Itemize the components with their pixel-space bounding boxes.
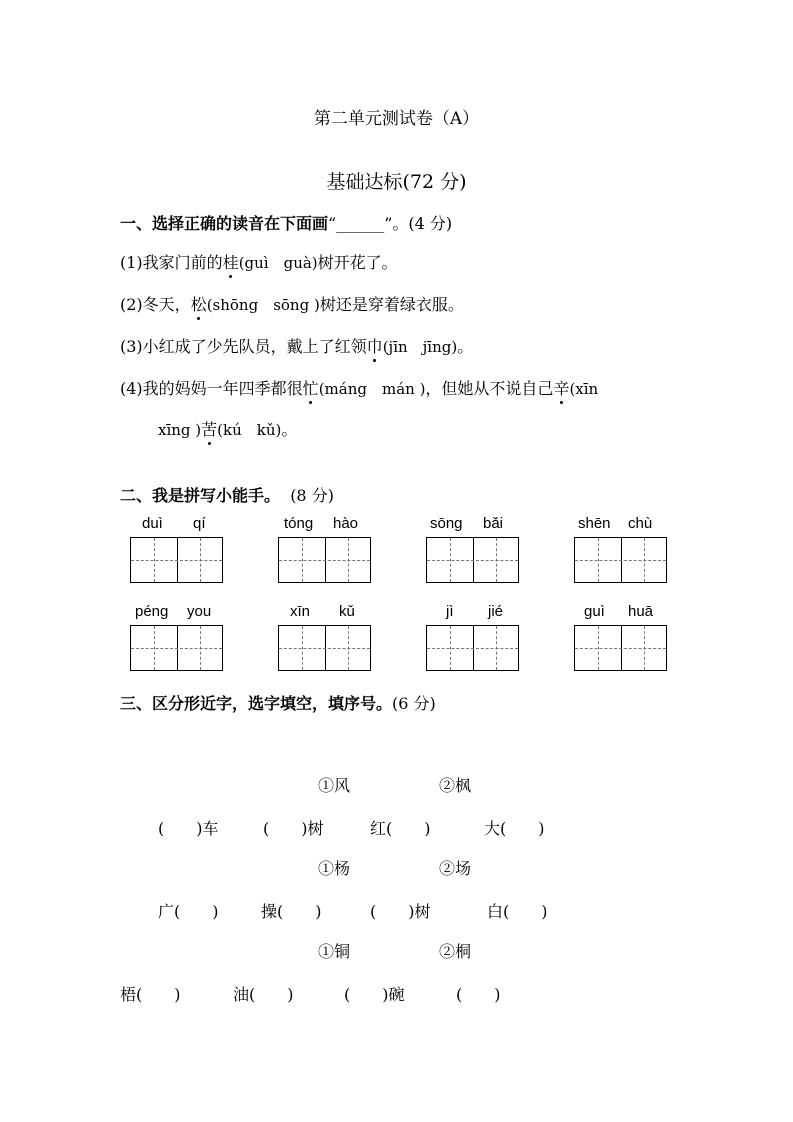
writing-grid[interactable] xyxy=(130,625,223,671)
q1-char: 桂 xyxy=(223,250,239,273)
writing-grid[interactable] xyxy=(278,537,371,583)
option-1: ①铜 xyxy=(318,942,351,961)
pinyin-2-1: tóng xyxy=(284,515,314,532)
fill-blank[interactable]: 操( ) xyxy=(261,902,322,921)
fill-blank[interactable]: 白( ) xyxy=(487,902,548,921)
fill-blank[interactable]: 红( ) xyxy=(370,819,431,838)
option-2: ②场 xyxy=(439,859,472,878)
pinyin-4-2: chù xyxy=(628,515,653,532)
q2-pinyin: (shōng sōng ) xyxy=(206,296,320,314)
q1-suffix: 树开花了。 xyxy=(317,253,398,272)
pinyin-6-2: kǔ xyxy=(339,603,355,620)
q4-char3: 苦 xyxy=(201,417,217,440)
writing-grid[interactable] xyxy=(426,625,519,671)
pinyin-8-2: huā xyxy=(628,603,654,620)
q4-pinyin2: (xīn xyxy=(569,380,599,398)
question-4-line1 xyxy=(120,376,598,399)
writing-grid[interactable] xyxy=(426,537,519,583)
page-title: 第二单元测试卷（A） xyxy=(313,109,480,129)
fill-blank[interactable]: 油( ) xyxy=(233,985,294,1004)
pinyin-8-1: guì xyxy=(584,603,605,620)
q3-pinyin: (jīn jīng) xyxy=(382,338,458,356)
q4-pinyin1: (máng mán ) xyxy=(318,380,426,398)
pinyin-6-1: xīn xyxy=(290,603,311,620)
section2-heading-text: 二、我是拼写小能手。 xyxy=(120,486,281,505)
q2-suffix: 树还是穿着绿衣服。 xyxy=(319,295,464,314)
option-2: ②桐 xyxy=(439,942,472,961)
q4-suffix: 。 xyxy=(281,420,298,439)
q3-char: 巾 xyxy=(367,334,383,357)
fill-blank[interactable]: ( )树 xyxy=(263,819,324,838)
fill-blank[interactable]: ( )树 xyxy=(370,902,431,921)
pinyin-4-1: shēn xyxy=(578,515,611,532)
question-1 xyxy=(120,250,398,273)
q4-pinyin2-cont: xīng ) xyxy=(158,421,202,439)
fill-blank[interactable]: 大( ) xyxy=(484,819,545,838)
question-2 xyxy=(120,292,464,315)
section1-heading xyxy=(120,211,452,234)
q4-char2: 辛 xyxy=(553,376,569,399)
pinyin-7-2: jié xyxy=(488,603,504,620)
fill-blank[interactable]: ( )车 xyxy=(158,819,219,838)
question-4-line2 xyxy=(158,417,297,440)
writing-grid[interactable] xyxy=(130,537,223,583)
q2-char: 松 xyxy=(191,292,207,315)
fill-blank[interactable]: 梧( ) xyxy=(120,985,181,1004)
q4-mid: ，但她从不说自己 xyxy=(425,379,554,398)
q1-prefix: (1)我家门前的 xyxy=(120,253,223,272)
option-1: ①风 xyxy=(318,776,351,795)
fill-blank[interactable]: ( )碗 xyxy=(344,985,405,1004)
section2-heading xyxy=(120,483,334,506)
q4-char1: 忙 xyxy=(303,376,319,399)
option-1: ①杨 xyxy=(318,859,351,878)
section2-score: (8 分) xyxy=(290,486,334,505)
writing-grid[interactable] xyxy=(574,537,667,583)
question-3 xyxy=(120,334,473,357)
section1-heading-tail: “______”。(4 分) xyxy=(328,214,453,233)
fill-blank[interactable]: ( ) xyxy=(456,985,501,1004)
writing-grid[interactable] xyxy=(278,625,371,671)
pinyin-1-1: duì xyxy=(142,515,163,532)
q3-prefix: (3)小红成了少先队员，戴上了红领 xyxy=(120,337,367,356)
pinyin-5-1: péng xyxy=(135,603,169,620)
fill-blank[interactable]: 广( ) xyxy=(158,902,219,921)
pinyin-3-2: bǎi xyxy=(483,515,504,532)
q1-pinyin: (guì guà) xyxy=(238,254,318,272)
writing-grid[interactable] xyxy=(574,625,667,671)
pinyin-5-2: you xyxy=(187,603,212,620)
pinyin-1-2: qí xyxy=(193,515,206,532)
q4-pinyin3: (kú kǔ) xyxy=(217,421,282,439)
section3-heading-text: 三、区分形近字，选字填空，填序号。 xyxy=(120,694,393,713)
option-2: ②枫 xyxy=(439,776,472,795)
pinyin-7-1: jì xyxy=(446,603,454,620)
pinyin-2-2: hào xyxy=(333,515,359,532)
q2-prefix: (2)冬天， xyxy=(120,295,191,314)
q3-suffix: 。 xyxy=(457,337,474,356)
section3-score: (6 分) xyxy=(392,694,436,713)
pinyin-3-1: sōng xyxy=(430,515,463,532)
q4-prefix: (4)我的妈妈一年四季都很 xyxy=(120,379,303,398)
section1-heading-text: 一、选择正确的读音在下面画 xyxy=(120,214,329,233)
section-subtitle: 基础达标(72 分) xyxy=(326,171,467,193)
section3-heading xyxy=(120,691,436,714)
